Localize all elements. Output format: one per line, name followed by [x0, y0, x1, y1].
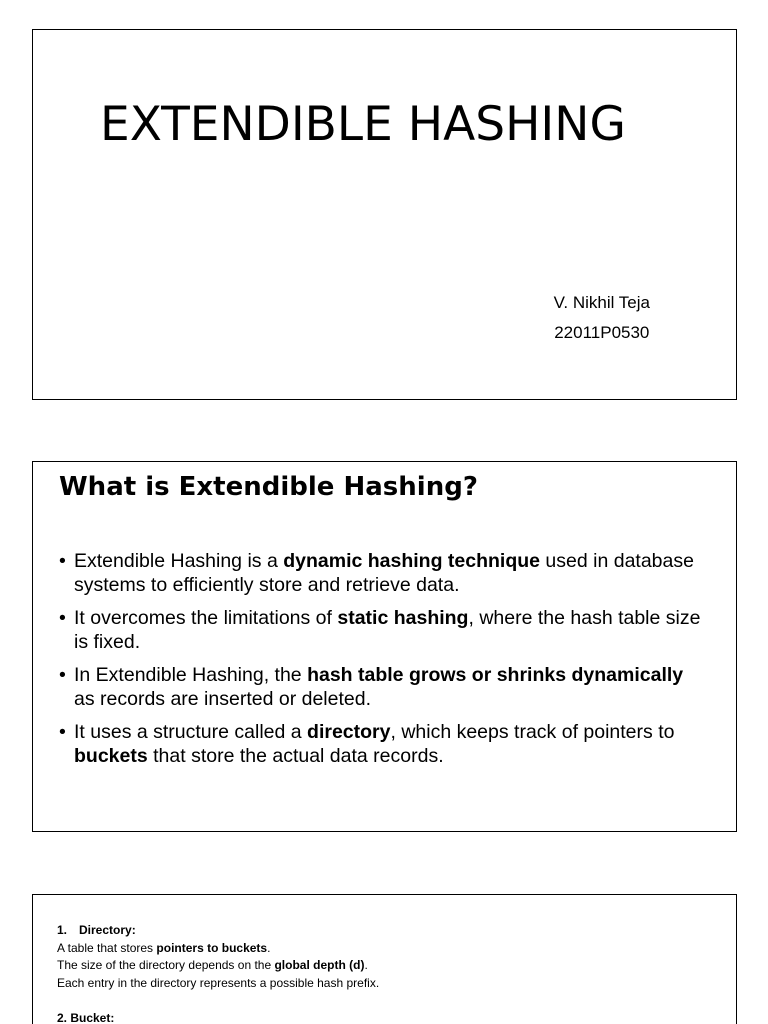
definition-slide: [32, 461, 737, 832]
item-number: 1.: [57, 923, 68, 937]
bullet-emphasis: buckets: [74, 745, 148, 767]
slide-heading: What is Extendible Hashing?: [59, 472, 478, 502]
bullet-text: In Extendible Hashing, the: [74, 664, 308, 686]
bullet-item: [59, 606, 709, 654]
item-title: 2. Bucket:: [57, 1010, 115, 1024]
item-heading-directory: [57, 922, 379, 940]
line-text: .: [267, 940, 271, 955]
bullet-marker: •: [59, 550, 66, 572]
bullet-text: used in database systems to efficiently store and retrieve data.: [74, 550, 694, 596]
bullet-list: [59, 549, 709, 777]
bullet-marker: •: [59, 607, 66, 629]
line-text: .: [364, 958, 368, 972]
spacer: [57, 992, 379, 1010]
author-block: [554, 288, 650, 348]
line-text: A table that stores: [57, 940, 157, 955]
bullet-item: [59, 720, 709, 768]
bullet-emphasis: directory: [307, 721, 391, 743]
author-id: 22011P0530: [554, 323, 650, 342]
bullet-text: , which keeps track of pointers to: [390, 721, 675, 743]
line-emphasis: pointers to buckets: [156, 940, 268, 955]
bullet-text: It uses a structure called a: [74, 721, 308, 743]
bullet-marker: •: [59, 664, 66, 686]
bullet-emphasis: hash table grows or shrinks dynamically: [307, 664, 684, 686]
components-content: [57, 922, 379, 1024]
item-title: Directory:: [79, 923, 136, 937]
directory-line-3: Each entry in the directory represents a possible hash prefix.: [57, 975, 380, 990]
bullet-text: as records are inserted or deleted.: [74, 688, 371, 710]
bullet-item: [59, 663, 709, 711]
slide-title: EXTENDIBLE HASHING: [100, 97, 626, 152]
item-heading-bucket: [57, 1010, 379, 1024]
bullet-emphasis: static hashing: [337, 607, 469, 629]
bullet-text: Extendible Hashing is a: [74, 550, 284, 572]
line-emphasis: global depth (d): [274, 958, 365, 972]
components-slide: [32, 894, 737, 1024]
bullet-text: that store the actual data records.: [147, 745, 444, 767]
bullet-emphasis: dynamic hashing technique: [283, 550, 541, 572]
bullet-item: [59, 549, 709, 597]
title-slide: [32, 29, 737, 400]
directory-line-2: [57, 957, 379, 975]
author-name: V. Nikhil Teja: [553, 293, 650, 312]
directory-line-1: [57, 940, 379, 958]
bullet-text: It overcomes the limitations of: [74, 607, 338, 629]
bullet-marker: •: [59, 721, 66, 743]
bullet-text: , where the hash table size is fixed.: [74, 607, 701, 653]
line-text: The size of the directory depends on the: [57, 958, 275, 972]
